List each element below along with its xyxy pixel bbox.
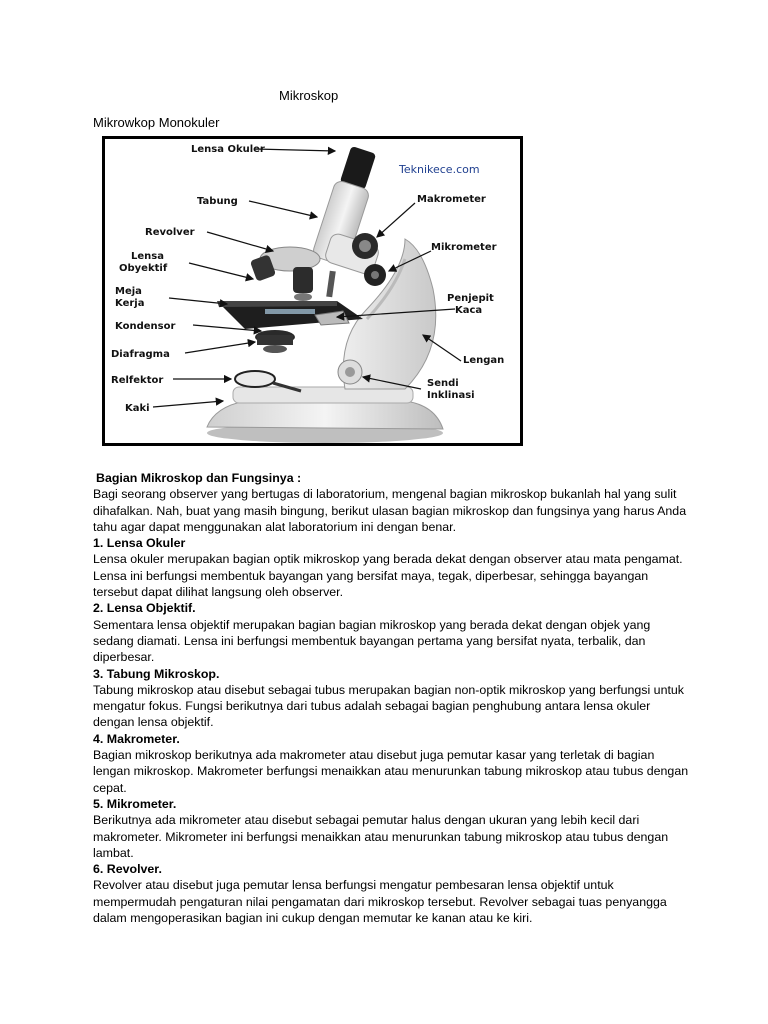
intro-paragraph: Bagi seorang observer yang bertugas di laboratorium, mengenal bagian mikroskop bukanlah hal yang sulit dihafalkan. Nah, buat yang masih bingung, berikut ulasan bagian mikroskop dan fungsinya yang harus Anda tahu agar dapat menggunakan alat laboratorium ini dengan benar. — [93, 487, 687, 534]
section-heading-main: Bagian Mikroskop dan Fungsinya : — [96, 471, 302, 485]
condenser — [255, 330, 295, 353]
label-lensa-okuler: Lensa Okuler — [191, 144, 265, 155]
label-revolver: Revolver — [145, 227, 195, 238]
section-heading: 3. Tabung Mikroskop. — [93, 666, 220, 681]
label-tabung: Tabung — [197, 196, 238, 207]
section-heading: 1. Lensa Okuler — [93, 536, 186, 551]
section-paragraph: Sementara lensa objektif merupakan bagian bagian mikroskop yang berada dekat dengan objek yang sedang diamati. Lensa ini berfungsi membentuk bayangan pertama yang bersifat nyata, terbalik, dan diperbesar. — [93, 617, 651, 665]
macrometer-knob — [352, 233, 378, 259]
section-heading: 4. Makrometer. — [93, 731, 180, 746]
section-paragraph: Lensa okuler merupakan bagian optik mikroskop yang berada dekat dengan observer atau mata pengamat. Lensa ini berfungsi membentuk bayangan yang bersifat maya, tegak, diperbesar, sehingga bayangan tersebut dapat dilihat langsung oleh observer. — [93, 552, 683, 600]
microscope-diagram — [105, 139, 520, 443]
section-heading: 6. Revolver. — [93, 862, 162, 877]
figure-watermark: Teknikece.com — [399, 163, 480, 176]
label-lengan: Lengan — [463, 355, 505, 366]
section-paragraph: Berikutnya ada mikrometer atau disebut sebagai pemutar halus dengan ukuran yang lebih kecil dari makrometer. Mikrometer ini berfungsi menaikkan atau menurunkan tabung mikroskop atau tubus dengan lambat. — [93, 813, 669, 860]
microscope-figure — [102, 136, 523, 446]
label-penjepit-kaca-line2: Kaca — [455, 305, 483, 316]
label-kondensor: Kondensor — [115, 321, 176, 332]
label-sendi-inklinasi-line1: Sendi — [427, 378, 459, 389]
label-meja-kerja-line1: Meja — [115, 286, 142, 297]
label-sendi-inklinasi-line2: Inklinasi — [427, 390, 475, 401]
section-heading: 5. Mikrometer. — [93, 796, 177, 811]
label-makrometer: Makrometer — [417, 194, 486, 205]
section-heading: 2. Lensa Objektif. — [93, 601, 196, 616]
label-diafragma: Diafragma — [111, 349, 170, 360]
label-lensa-obyektif-line2: Obyektif — [119, 263, 168, 274]
page-subtitle: Mikrowkop Monokuler — [93, 115, 220, 130]
label-lensa-obyektif-line1: Lensa — [131, 251, 164, 262]
page-title: Mikroskop — [279, 88, 339, 103]
section-paragraph: Tabung mikroskop atau disebut sebagai tubus merupakan bagian non-optik mikroskop yang berfungsi untuk mengatur fokus. Fungsi berikutnya dari tubus adalah sebagai bagian penghubung antara lensa okuler dengan lensa objektif. — [93, 682, 684, 730]
label-meja-kerja-line2: Kerja — [115, 298, 145, 309]
label-kaki: Kaki — [125, 403, 150, 414]
microscope-base — [207, 387, 443, 443]
label-relfektor: Relfektor — [111, 375, 164, 386]
micrometer-knob — [364, 264, 386, 286]
label-penjepit-kaca-line1: Penjepit — [447, 293, 494, 304]
section-paragraph: Revolver atau disebut juga pemutar lensa berfungsi mengatur pembesaran lensa objektif untuk mempermudah pengaturan nilai pengamatan dari mikroskop tersebut. Revolver sebagai tuas penyangga dalam mengoperasikan bagian ini cukup dengan memutar ke kanan atau ke kiri. — [93, 878, 667, 926]
section-paragraph: Bagian mikroskop berikutnya ada makrometer atau disebut juga pemutar kasar yang terletak di bagian lengan mikroskop. Makrometer berfungsi menaikkan atau menurunkan tabung mikroskop atau tubus dengan cepat. — [93, 748, 689, 795]
article-body — [93, 470, 693, 926]
stage — [217, 301, 363, 329]
label-mikrometer: Mikrometer — [431, 242, 497, 253]
